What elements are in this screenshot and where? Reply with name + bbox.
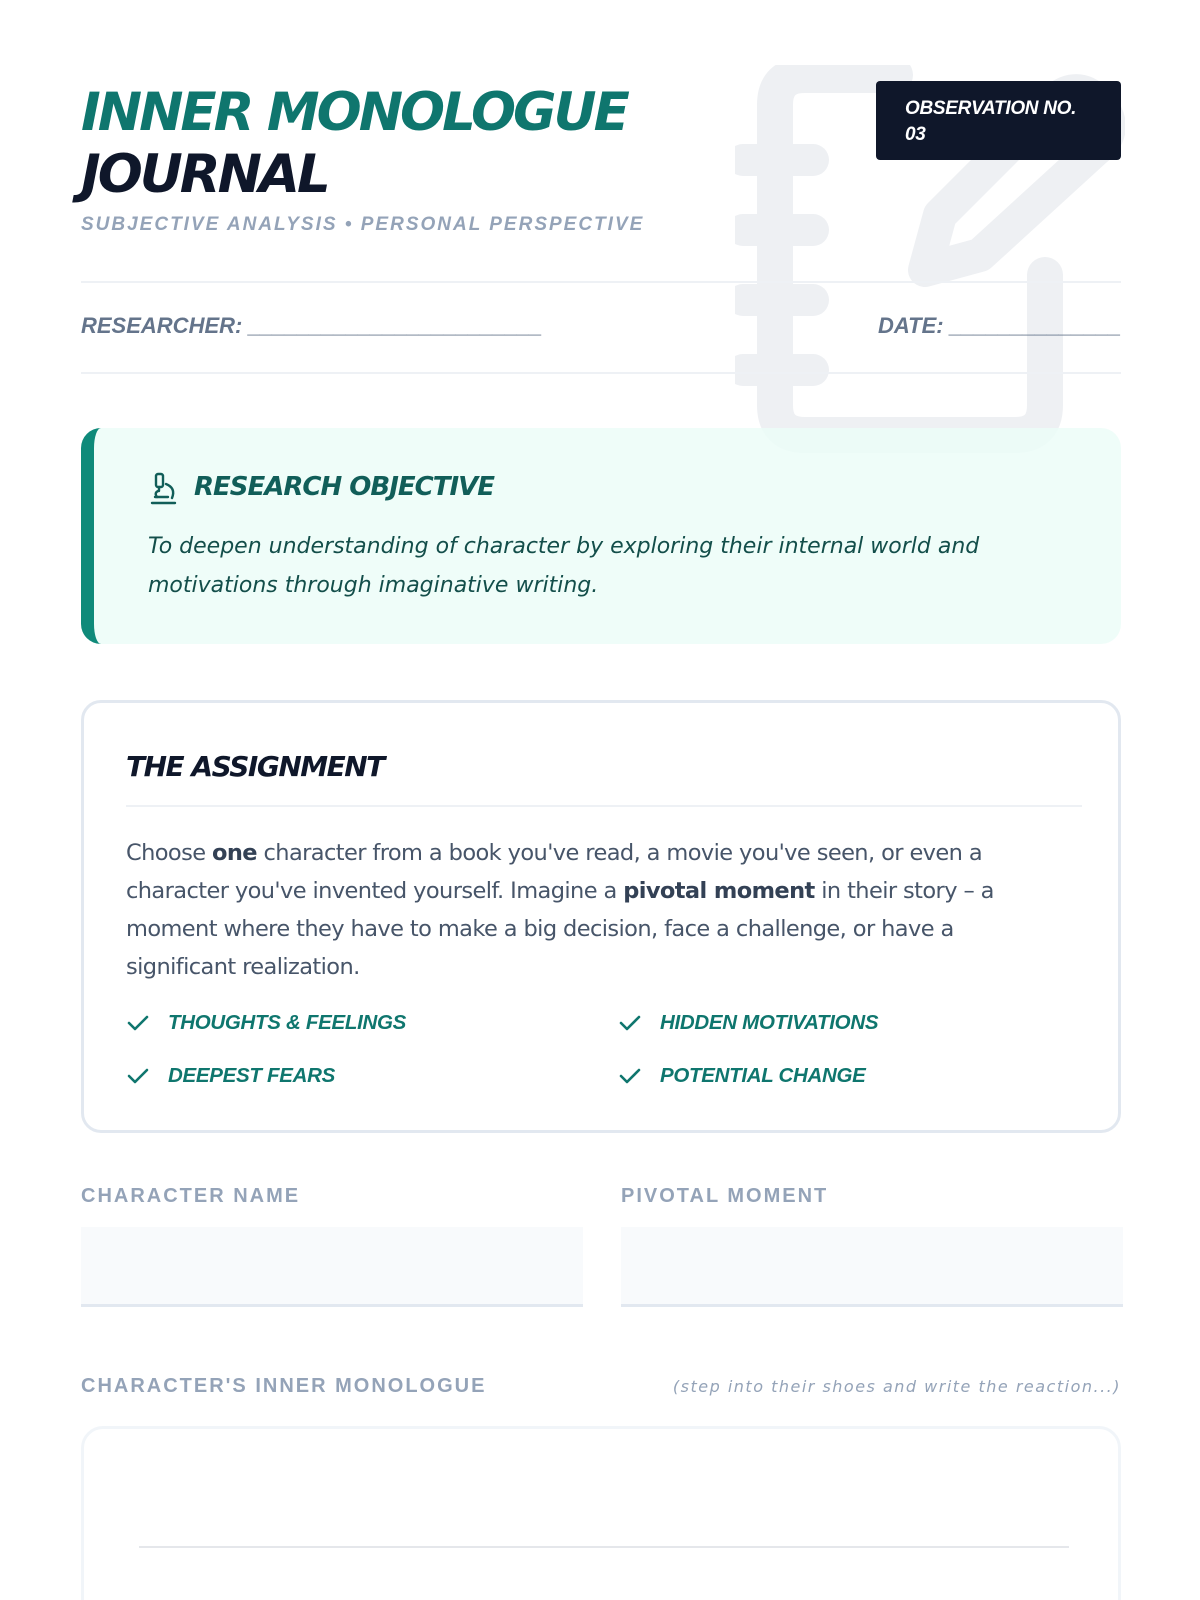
assignment-divider [126,805,1082,807]
body-text: Choose [126,840,213,866]
researcher-field[interactable]: RESEARCHER: ________________________ [81,313,543,338]
character-name-input[interactable] [81,1227,583,1307]
monologue-textarea[interactable] [81,1426,1121,1600]
checklist-label: THOUGHTS & FEELINGS [168,1011,407,1034]
checklist-item [618,1064,866,1088]
pivotal-moment-input[interactable] [621,1227,1123,1307]
page-title [81,82,627,206]
body-text: character from a book you've read, a movie you've seen, or even a character you've invented yourself. Imagine a [126,840,983,904]
monologue-label: CHARACTER'S INNER MONOLOGUE [81,1375,487,1397]
header-divider-top [81,281,1121,283]
page-subtitle: SUBJECTIVE ANALYSIS • PERSONAL PERSPECTIVE [81,214,645,235]
body-emphasis-pivotal-moment: pivotal moment [623,878,815,904]
observation-badge: OBSERVATION NO. 03 [876,81,1121,160]
assignment-card [81,700,1121,1133]
objective-text: To deepen understanding of character by exploring their internal world and motivations through imaginative writing. [148,534,980,598]
writing-line [139,1546,1069,1548]
body-text: in their story – a moment where they have to make a big decision, face a challenge, or have a significant realization. [126,878,994,980]
title-line-1: INNER MONOLOGUE [81,82,627,143]
checklist-label: POTENTIAL CHANGE [660,1064,866,1087]
date-field[interactable]: DATE: ______________ [878,313,1121,338]
check-icon [126,1064,150,1088]
monologue-hint: (step into their shoes and write the reaction...) [672,1377,1121,1396]
microscope-icon [148,471,178,507]
checklist-label: DEEPEST FEARS [168,1064,335,1087]
body-emphasis-one: one [212,840,257,866]
check-icon [618,1011,642,1035]
assignment-body [126,834,1026,986]
check-icon [126,1011,150,1035]
assignment-title: THE ASSIGNMENT [126,750,384,783]
header-divider-bottom [81,372,1121,374]
title-line-2: JOURNAL [81,144,328,205]
pivotal-moment-label: PIVOTAL MOMENT [621,1185,829,1207]
checklist-item [126,1011,406,1035]
character-name-label: CHARACTER NAME [81,1185,301,1207]
objective-title: RESEARCH OBJECTIVE [194,472,495,502]
checklist-item [618,1011,878,1035]
checklist-label: HIDDEN MOTIVATIONS [660,1011,879,1034]
check-icon [618,1064,642,1088]
checklist-item [126,1064,335,1088]
research-objective-card [81,428,1121,644]
